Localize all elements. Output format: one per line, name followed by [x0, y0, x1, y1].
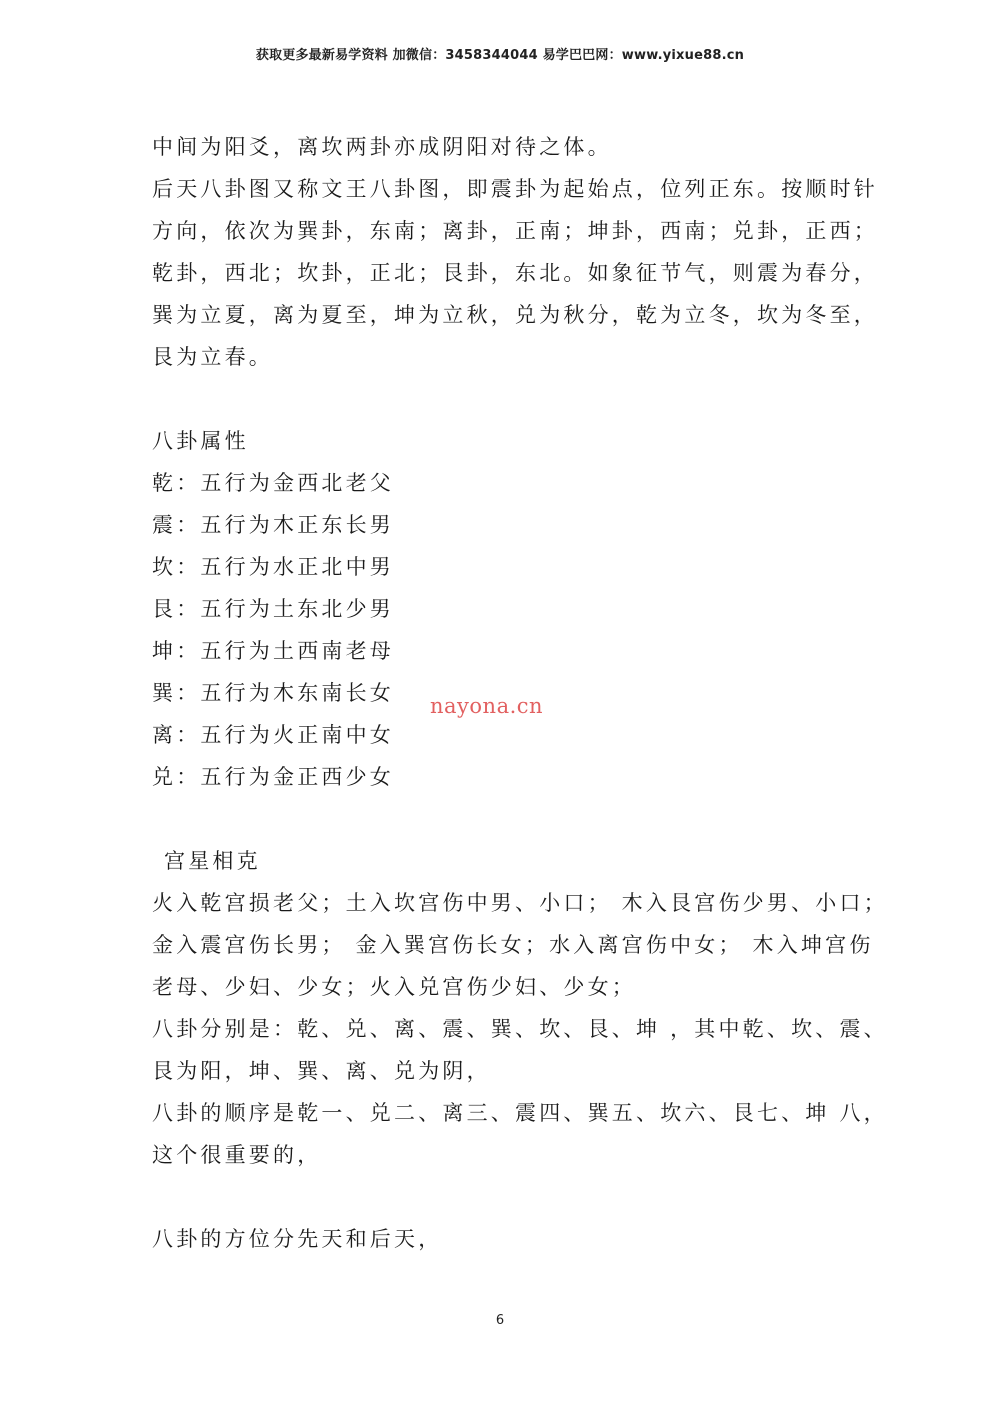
- text-line: 中间为阳爻，离坎两卦亦成阴阳对待之体。: [152, 135, 612, 159]
- watermark-text: nayona.cn: [430, 694, 544, 718]
- text-line: 金入震宫伤长男； 金入巽宫伤长女；水入离宫伤中女； 木入坤宫伤: [152, 933, 874, 957]
- document-body: [152, 126, 888, 1260]
- text-line: 方向，依次为巽卦，东南；离卦，正南；坤卦，西南；兑卦，正西；: [152, 219, 878, 243]
- paragraph-gap: [152, 1176, 852, 1218]
- text-line: 这个很重要的，: [152, 1143, 322, 1167]
- text-line: 老母、少妇、少女；火入兑宫伤少妇、少女；: [152, 975, 636, 999]
- attribute-line: 兑：五行为金正西少女: [152, 765, 394, 789]
- attribute-line: 坎：五行为水正北中男: [152, 555, 394, 579]
- text-line: 火入乾宫损老父；土入坎宫伤中男、小口； 木入艮宫伤少男、小口；: [152, 891, 888, 915]
- attribute-line: 艮：五行为土东北少男: [152, 597, 394, 621]
- text-line: 八卦分别是：乾、兑、离、震、巽、坎、艮、坤 ，其中乾、坎、震、: [152, 1017, 888, 1041]
- text-line: 艮为立春。: [152, 345, 273, 369]
- paragraph-gap: [152, 798, 852, 840]
- text-line: 八卦的方位分先天和后天，: [152, 1227, 443, 1251]
- text-line: 巽为立夏，离为夏至，坤为立秋，兑为秋分，乾为立冬，坎为冬至，: [152, 303, 878, 327]
- page-number: 6: [495, 1313, 505, 1328]
- attribute-line: 巽：五行为木东南长女: [152, 681, 394, 705]
- section-heading: 宫星相克: [164, 849, 261, 873]
- paragraph-gap: [152, 378, 852, 420]
- attribute-line: 坤：五行为土西南老母: [152, 639, 394, 663]
- text-line: 乾卦，西北；坎卦，正北；艮卦，东北。如象征节气，则震为春分，: [152, 261, 878, 285]
- text-line: 后天八卦图又称文王八卦图，即震卦为起始点，位列正东。按顺时针: [152, 177, 878, 201]
- page-header: 获取更多最新易学资料 加微信：3458344044 易学巴巴网：www.yixue88.cn: [255, 48, 745, 63]
- text-line: 八卦的顺序是乾一、兑二、离三、震四、巽五、坎六、艮七、坤 八，: [152, 1101, 888, 1125]
- attribute-line: 震：五行为木正东长男: [152, 513, 394, 537]
- attribute-line: 离：五行为火正南中女: [152, 723, 394, 747]
- text-line: 艮为阳，坤、巽、离、兑为阴，: [152, 1059, 491, 1083]
- section-heading: 八卦属性: [152, 429, 249, 453]
- attribute-line: 乾：五行为金西北老父: [152, 471, 394, 495]
